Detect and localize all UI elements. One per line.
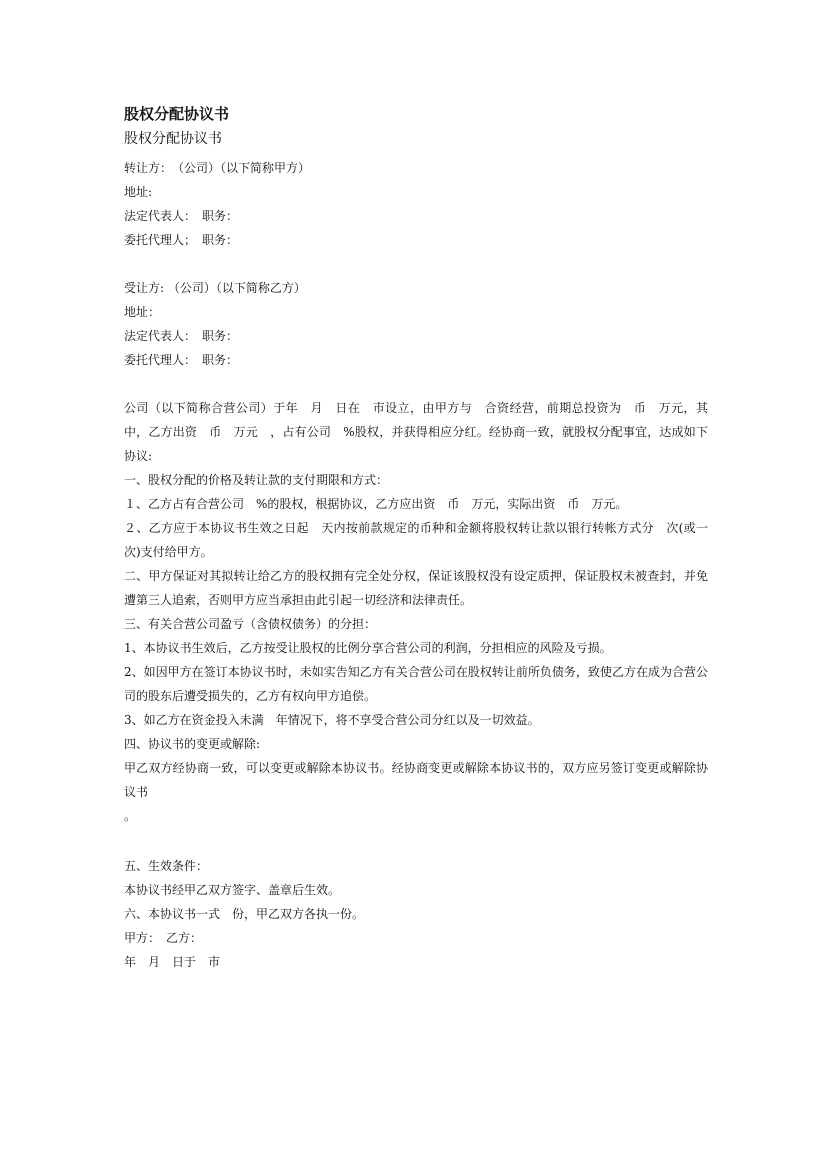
section-1-heading: 一、股权分配的价格及转让款的支付期限和方式： [124, 473, 389, 487]
section-5-heading: 五、生效条件： [124, 859, 209, 873]
document-body [124, 156, 708, 974]
spacer [124, 252, 708, 276]
section-1-item-1: １、乙方占有合营公司 %的股权，根据协议，乙方应出资 币 万元，实际出资 币 万元。 [124, 497, 628, 511]
spacer [124, 828, 708, 854]
intro-paragraph: 公司（以下简称合营公司）于年 月 日在 市设立，由甲方与 合资经营，前期总投资为 币 万元，其中，乙方出资 币 万元 ，占有公司 %股权，并获得相应分红。经协商一致，就股权分配事宜，达成如下协议: [124, 401, 708, 463]
transferee-legal-rep: 法定代表人： 职务： [124, 329, 239, 343]
signature-line: 甲方： 乙方： [124, 931, 203, 945]
section-3-item-3: 3、如乙方在资金投入未满 年情况下，将不享受合营公司分红以及一切效益。 [124, 713, 540, 727]
transferor-line: 转让方： （公司）（以下简称甲方） [124, 161, 311, 175]
spacer [124, 372, 708, 396]
section-2-paragraph: 二、甲方保证对其拟转让给乙方的股权拥有完全处分权，保证该股权没有设定质押，保证股权未被查封，并免遭第三人追索，否则甲方应当承担由此引起一切经济和法律责任。 [124, 569, 708, 607]
section-5-paragraph: 本协议书经甲乙双方签字、盖章后生效。 [124, 883, 341, 897]
document-title: 股权分配协议书 [124, 105, 230, 123]
transferee-agent: 委托代理人： 职务： [124, 353, 239, 367]
section-4-end-mark: 。 [124, 809, 137, 823]
section-3-item-1: 1、本协议书生效后，乙方按受让股权的比例分享合营公司的利润，分担相应的风险及亏损。 [124, 641, 612, 655]
transferor-agent: 委托代理人； 职务： [124, 233, 239, 247]
transferee-line: 受让方: （公司）（以下简称乙方） [124, 281, 306, 295]
transferor-address: 地址: [124, 185, 153, 199]
section-4-heading: 四、协议书的变更或解除: [124, 737, 261, 751]
section-1-item-2: ２、乙方应于本协议书生效之日起 天内按前款规定的币种和金额将股权转让款以银行转帐方式分 次(或一次)支付给甲方。 [124, 521, 708, 559]
transferee-address: 地址： [124, 305, 161, 319]
section-4-paragraph: 甲乙双方经协商一致，可以变更或解除本协议书。经协商变更或解除本协议书的，双方应另签订变更或解除协议书 [124, 761, 708, 799]
transferor-legal-rep: 法定代表人： 职务： [124, 209, 239, 223]
date-line: 年 月 日于 市 [124, 955, 221, 969]
document-subtitle: 股权分配协议书 [124, 131, 222, 147]
section-3-item-2: 2、如因甲方在签订本协议书时，未如实告知乙方有关合营公司在股权转让前所负债务，致使乙方在成为合营公司的股东后遭受损失的，乙方有权向甲方追偿。 [124, 665, 708, 703]
section-6-paragraph: 六、本协议书一式 份，甲乙双方各执一份。 [124, 907, 365, 921]
section-3-heading: 三、有关合营公司盈亏（含债权债务）的分担： [124, 617, 377, 631]
